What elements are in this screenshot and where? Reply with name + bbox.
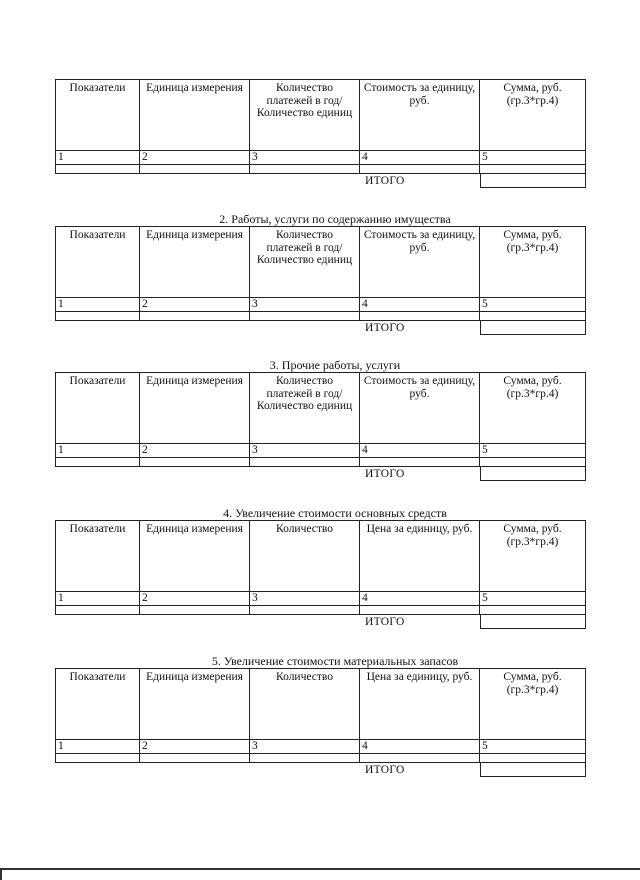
- col-number-2: 2: [140, 444, 250, 458]
- blank-cell: [56, 457, 140, 466]
- header-unit: Единица измерения: [140, 227, 250, 298]
- blank-cell: [56, 311, 140, 320]
- total-label: ИТОГО: [365, 763, 405, 776]
- section-2-table: [55, 226, 586, 321]
- blank-cell: [480, 753, 586, 762]
- header-indicators: Показатели: [56, 521, 140, 592]
- blank-cell: [56, 753, 140, 762]
- col-number-1: 1: [56, 298, 140, 312]
- total-label: ИТОГО: [365, 467, 405, 480]
- col-number-5: 5: [480, 298, 586, 312]
- page-corner-mark: [0, 868, 2, 880]
- section-5-table: [55, 668, 586, 763]
- total-row: [55, 763, 585, 777]
- header-sum: Сумма, руб. (гр.3*гр.4): [480, 80, 586, 151]
- col-number-1: 1: [56, 740, 140, 754]
- col-number-5: 5: [480, 444, 586, 458]
- blank-cell: [140, 605, 250, 614]
- col-number-1: 1: [56, 592, 140, 606]
- header-unit: Единица измерения: [140, 521, 250, 592]
- blank-cell: [56, 164, 140, 173]
- section-3-table: [55, 372, 586, 467]
- col-number-2: 2: [140, 298, 250, 312]
- section-title: 3. Прочие работы, услуги: [269, 358, 401, 372]
- blank-cell: [480, 605, 586, 614]
- total-row: [55, 467, 585, 481]
- header-unit-cost: Стоимость за единицу, руб.: [360, 227, 480, 298]
- header-quantity: Количество платежей в год/Количество единиц: [250, 80, 360, 151]
- blank-cell: [360, 605, 480, 614]
- header-unit: Единица измерения: [140, 80, 250, 151]
- header-unit: Единица измерения: [140, 373, 250, 444]
- col-number-3: 3: [250, 298, 360, 312]
- blank-cell: [250, 164, 360, 173]
- total-row: [55, 174, 585, 188]
- section-1-table: [55, 79, 586, 174]
- section-4-table: [55, 520, 586, 615]
- blank-cell: [360, 457, 480, 466]
- header-indicators: Показатели: [56, 227, 140, 298]
- header-indicators: Показатели: [56, 80, 140, 151]
- section-1: [55, 79, 585, 188]
- total-value-box: [480, 615, 586, 629]
- blank-cell: [250, 605, 360, 614]
- col-number-5: 5: [480, 740, 586, 754]
- total-label: ИТОГО: [365, 174, 405, 187]
- header-unit-cost: Стоимость за единицу, руб.: [360, 373, 480, 444]
- col-number-2: 2: [140, 151, 250, 165]
- section-title: 5. Увеличение стоимости материальных запасов: [211, 654, 459, 668]
- total-label: ИТОГО: [365, 321, 405, 334]
- col-number-4: 4: [360, 298, 480, 312]
- blank-cell: [140, 311, 250, 320]
- header-quantity: Количество: [250, 669, 360, 740]
- blank-cell: [360, 164, 480, 173]
- blank-cell: [480, 164, 586, 173]
- header-unit-cost: Стоимость за единицу, руб.: [360, 80, 480, 151]
- blank-cell: [480, 457, 586, 466]
- blank-cell: [360, 753, 480, 762]
- header-sum: Сумма, руб. (гр.3*гр.4): [480, 521, 586, 592]
- total-row: [55, 615, 585, 629]
- total-row: [55, 321, 585, 335]
- header-indicators: Показатели: [56, 373, 140, 444]
- col-number-4: 4: [360, 592, 480, 606]
- col-number-4: 4: [360, 740, 480, 754]
- section-3: [55, 358, 585, 481]
- section-5: [55, 654, 585, 777]
- total-value-box: [480, 763, 586, 777]
- total-label: ИТОГО: [365, 615, 405, 628]
- page-bottom-rule: [0, 868, 640, 870]
- total-value-box: [480, 321, 586, 335]
- blank-cell: [250, 457, 360, 466]
- header-sum: Сумма, руб. (гр.3*гр.4): [480, 669, 586, 740]
- section-title: 2. Работы, услуги по содержанию имущества: [219, 212, 451, 226]
- header-quantity: Количество платежей в год/Количество единиц: [250, 373, 360, 444]
- col-number-3: 3: [250, 151, 360, 165]
- col-number-3: 3: [250, 740, 360, 754]
- blank-cell: [140, 753, 250, 762]
- section-2: [55, 212, 585, 335]
- col-number-5: 5: [480, 592, 586, 606]
- total-value-box: [480, 467, 586, 481]
- blank-cell: [360, 311, 480, 320]
- section-4: [55, 506, 585, 629]
- col-number-5: 5: [480, 151, 586, 165]
- col-number-3: 3: [250, 592, 360, 606]
- total-value-box: [480, 174, 586, 188]
- header-indicators: Показатели: [56, 669, 140, 740]
- blank-cell: [250, 311, 360, 320]
- col-number-2: 2: [140, 740, 250, 754]
- header-unit-price: Цена за единицу, руб.: [360, 669, 480, 740]
- header-sum: Сумма, руб. (гр.3*гр.4): [480, 227, 586, 298]
- blank-cell: [480, 311, 586, 320]
- blank-cell: [140, 457, 250, 466]
- col-number-4: 4: [360, 444, 480, 458]
- header-unit: Единица измерения: [140, 669, 250, 740]
- header-sum: Сумма, руб. (гр.3*гр.4): [480, 373, 586, 444]
- blank-cell: [250, 753, 360, 762]
- section-title: 4. Увеличение стоимости основных средств: [223, 506, 447, 520]
- blank-cell: [56, 605, 140, 614]
- header-quantity: Количество: [250, 521, 360, 592]
- col-number-4: 4: [360, 151, 480, 165]
- col-number-1: 1: [56, 444, 140, 458]
- header-quantity: Количество платежей в год/Количество единиц: [250, 227, 360, 298]
- col-number-2: 2: [140, 592, 250, 606]
- blank-cell: [140, 164, 250, 173]
- header-unit-price: Цена за единицу, руб.: [360, 521, 480, 592]
- col-number-3: 3: [250, 444, 360, 458]
- col-number-1: 1: [56, 151, 140, 165]
